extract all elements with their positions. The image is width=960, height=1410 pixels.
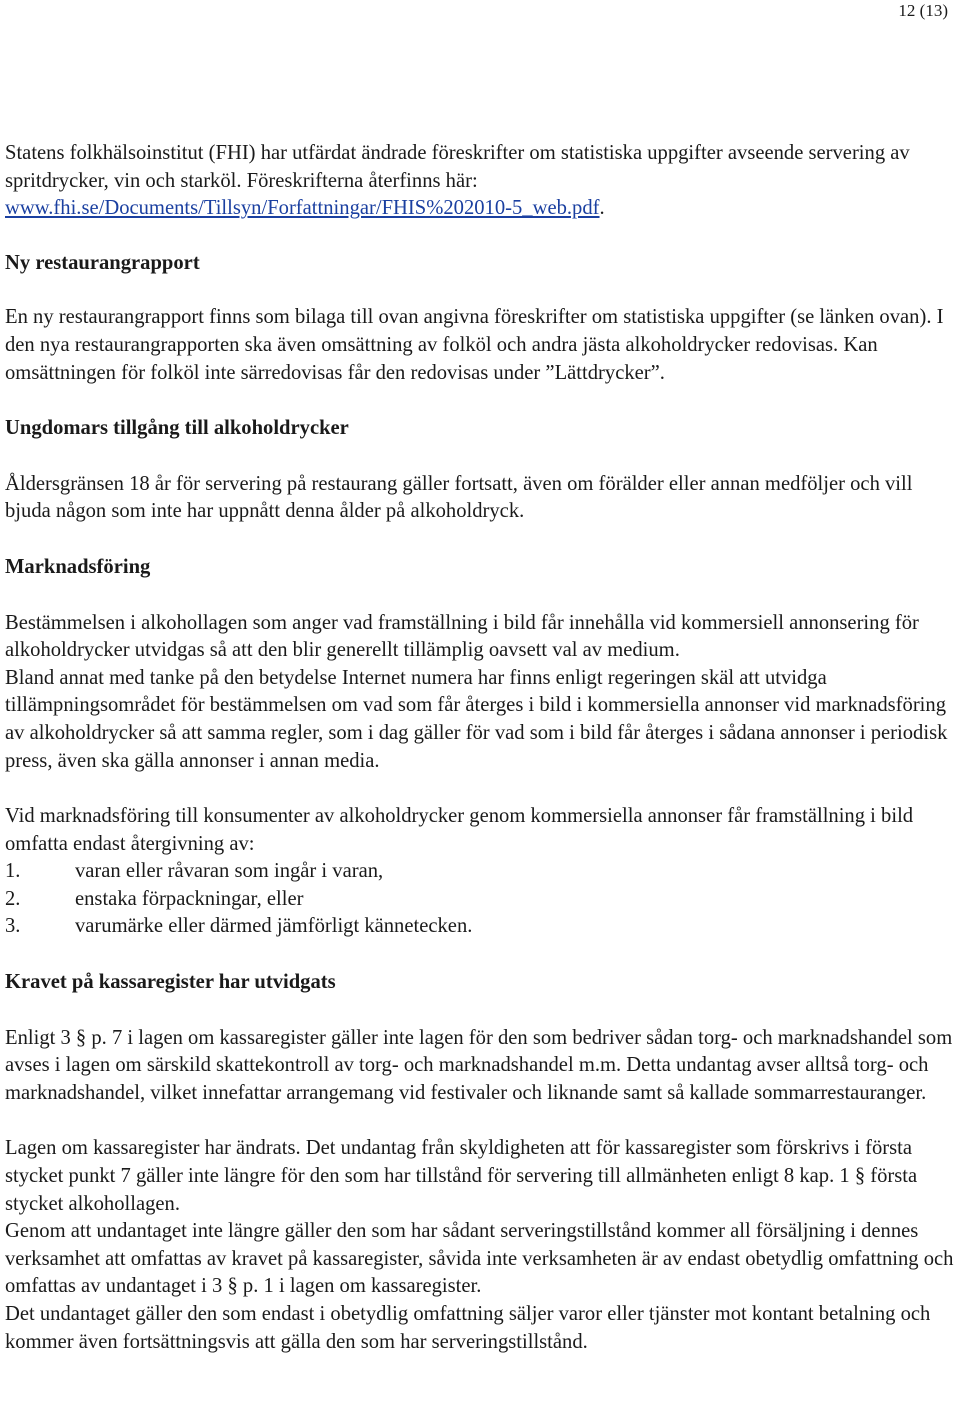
list-item: 3. varumärke eller därmed jämförligt kännetecken.: [5, 915, 473, 938]
heading-cash-register: Kravet på kassaregister har utvidgats: [5, 971, 336, 994]
marketing-paragraph-1: Bestämmelsen i alkohollagen som anger vad framställning i bild får innehålla vid kommersiell annonsering för alkoholdrycker utvidgas så att den blir generellt tillämplig oavsett val av medium.: [5, 611, 919, 662]
restaurant-report-paragraph: En ny restaurangrapport finns som bilaga till ovan angivna föreskrifter om statistiska uppgifter (se länken ovan). I den nya restaurangrapporten ska även omsättning av folköl och andra jästa alkoholdrycker redovisas. Kan omsättningen för folköl inte särredovisas får den redovisas under ”Lättdrycker”.: [5, 306, 944, 384]
cash-register-paragraph-3: Genom att undantaget inte längre gäller den som har sådant serveringstillstånd kommer all försäljning i dennes verksamhet att omfattas av kravet på kassaregister, såvida inte verksamheten är av endast obetydlig omfattning och omfattas av undantaget i 3 § p. 1 i lagen om kassaregister.: [5, 1220, 954, 1298]
youth-access-paragraph: Åldersgränsen 18 år för servering på restaurang gäller fortsatt, även om förälder eller annan medföljer och vill bjuda någon som inte har uppnått denna ålder på alkoholdryck.: [5, 472, 913, 523]
list-item: 2. enstaka förpackningar, eller: [5, 887, 304, 910]
intro-link-suffix: .: [599, 197, 605, 220]
intro-paragraph: [5, 140, 957, 223]
marketing-paragraph-2: Bland annat med tanke på den betydelse Internet numera har finns enligt regeringen skäl att utvidga tillämpningsområdet för bestämmelsen om vad som får återges i bild i kommersiella annonser vid marknadsföring av alkoholdrycker så att samma regler, som i dag gäller för vad som i bild får återges i sådana annonser i periodisk press, även ska gälla annonser i annan media.: [5, 666, 948, 772]
marketing-list: [5, 858, 957, 941]
cash-register-paragraph-2: Lagen om kassaregister har ändrats. Det undantag från skyldigheten att för kassaregister som förskrivs i första stycket punkt 7 gäller inte längre för den som har tillstånd för servering till allmänheten enligt 8 kap. 1 § första stycket alkohollagen.: [5, 1137, 918, 1215]
cash-register-paragraph-1: Enligt 3 § p. 7 i lagen om kassaregister gäller inte lagen för den som bedriver sådan torg- och marknadshandel som avses i lagen om särskild skattekontroll av torg- och marknadshandel m.m. Detta undantag avser alltså torg- och marknadshandel, vilket innefattar arrangemang vid festivaler och liknande samt så kallade sommarrestauranger.: [5, 1026, 953, 1104]
heading-youth-access: Ungdomars tillgång till alkoholdrycker: [5, 417, 349, 440]
marketing-paragraph-3: Vid marknadsföring till konsumenter av alkoholdrycker genom kommersiella annonser får framställning i bild omfatta endast återgivning av:: [5, 805, 914, 855]
fhi-document-link[interactable]: www.fhi.se/Documents/Tillsyn/Forfattningar/FHIS%202010-5_web.pdf: [5, 197, 600, 220]
cash-register-paragraph-4: Det undantaget gäller den som endast i obetydlig omfattning säljer varor eller tjänster mot kontant betalning och kommer även fortsättningsvis att gälla den som har serveringstillstånd.: [5, 1303, 931, 1353]
heading-restaurant-report: Ny restaurangrapport: [5, 251, 200, 274]
page-number: 12 (13): [898, 1, 948, 20]
list-item: 1. varan eller råvaran som ingår i varan,: [5, 860, 384, 883]
document-body: [5, 140, 957, 1356]
heading-marketing: Marknadsföring: [5, 555, 151, 578]
intro-text: Statens folkhälsoinstitut (FHI) har utfärdat ändrade föreskrifter om statistiska uppgifter avseende servering av spritdrycker, vin och starköl. Föreskrifterna återfinns här:: [5, 142, 910, 192]
